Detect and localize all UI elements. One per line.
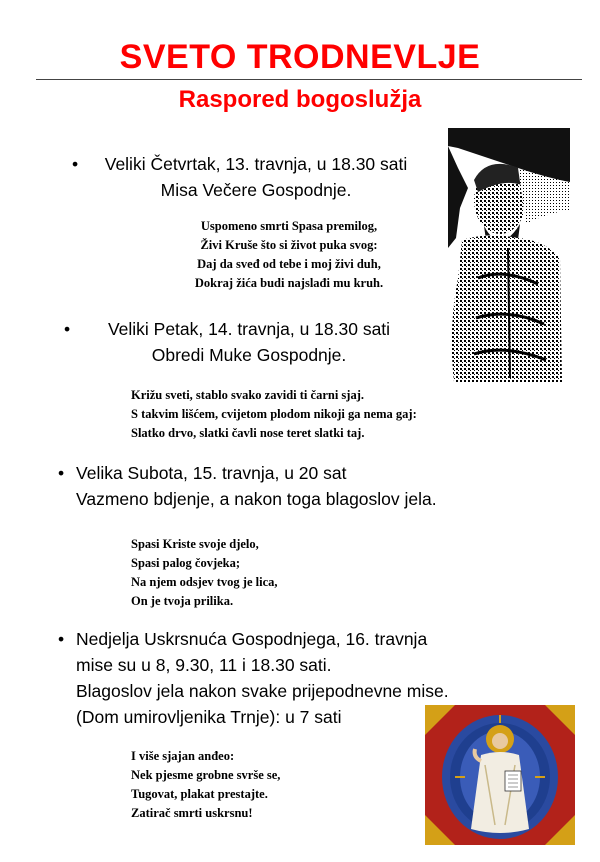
schedule-date: Veliki Četvrtak, 13. travnja, u 18.30 sati bbox=[104, 154, 408, 174]
title-divider bbox=[36, 79, 582, 80]
schedule-item-friday bbox=[64, 316, 424, 368]
schedule-item-saturday bbox=[58, 460, 546, 512]
schedule-date: Velika Subota, 15. travnja, u 20 sat bbox=[76, 463, 347, 483]
schedule-blessing: Blagoslov jela nakon svake prijepodnevne mise. bbox=[76, 681, 449, 701]
schedule-item-thursday bbox=[72, 151, 426, 203]
schedule-date: Nedjelja Uskrsnuća Gospodnjega, 16. travnja bbox=[76, 629, 428, 649]
verse-line: Daj da sveđ od tebe i moj živi duh, bbox=[197, 257, 381, 271]
verse-line: Spasi Kriste svoje djelo, bbox=[131, 537, 259, 551]
schedule-service: Vazmeno bdjenje, a nakon toga blagoslov jela. bbox=[76, 489, 437, 509]
schedule-service: Misa Večere Gospodnje. bbox=[160, 180, 352, 200]
bullet-marker: • bbox=[64, 319, 71, 339]
bullet-marker: • bbox=[58, 463, 65, 483]
bullet-marker: • bbox=[72, 154, 79, 174]
verse-line: Križu sveti, stablo svako zavidi ti čarni sjaj. bbox=[131, 388, 364, 402]
schedule-date: Veliki Petak, 14. travnja, u 18.30 sati bbox=[107, 319, 391, 339]
verse-line: S takvim lišćem, cvijetom plodom nikoji ga nema gaj: bbox=[131, 407, 417, 421]
verse-line: Dokraj žića budi najslađi mu kruh. bbox=[194, 276, 384, 290]
page-subtitle: Raspored bogoslužja bbox=[178, 86, 422, 113]
schedule-nursing-home: (Dom umirovljenika Trnje): u 7 sati bbox=[76, 707, 342, 727]
verse-saturday bbox=[131, 535, 351, 611]
verse-line: Zatirač smrti uskrsnu! bbox=[131, 806, 253, 820]
verse-line: Živi Kruše što si život puka svog: bbox=[200, 238, 378, 252]
verse-friday bbox=[131, 386, 491, 443]
verse-line: I više sjajan anđeo: bbox=[131, 749, 235, 763]
schedule-service: Obredi Muke Gospodnje. bbox=[151, 345, 347, 365]
verse-sunday bbox=[131, 747, 351, 823]
verse-line: Slatko drvo, slatki čavli nose teret slatki taj. bbox=[131, 426, 365, 440]
verse-line: Tugovat, plakat prestajte. bbox=[131, 787, 268, 801]
crucified-christ-image bbox=[448, 128, 570, 382]
verse-line: Nek pjesme grobne svrše se, bbox=[131, 768, 281, 782]
verse-line: Na njem odsjev tvog je lica, bbox=[131, 575, 278, 589]
page-title: SVETO TRODNEVLJE bbox=[119, 38, 481, 76]
schedule-masses: mise su u 8, 9.30, 11 i 18.30 sati. bbox=[76, 655, 332, 675]
verse-line: On je tvoja prilika. bbox=[131, 594, 234, 608]
verse-line: Spasi palog čovjeka; bbox=[131, 556, 241, 570]
verse-thursday bbox=[164, 217, 414, 293]
verse-line: Uspomeno smrti Spasa premilog, bbox=[200, 219, 378, 233]
bullet-marker: • bbox=[58, 629, 65, 649]
risen-christ-icon-image bbox=[425, 705, 575, 845]
